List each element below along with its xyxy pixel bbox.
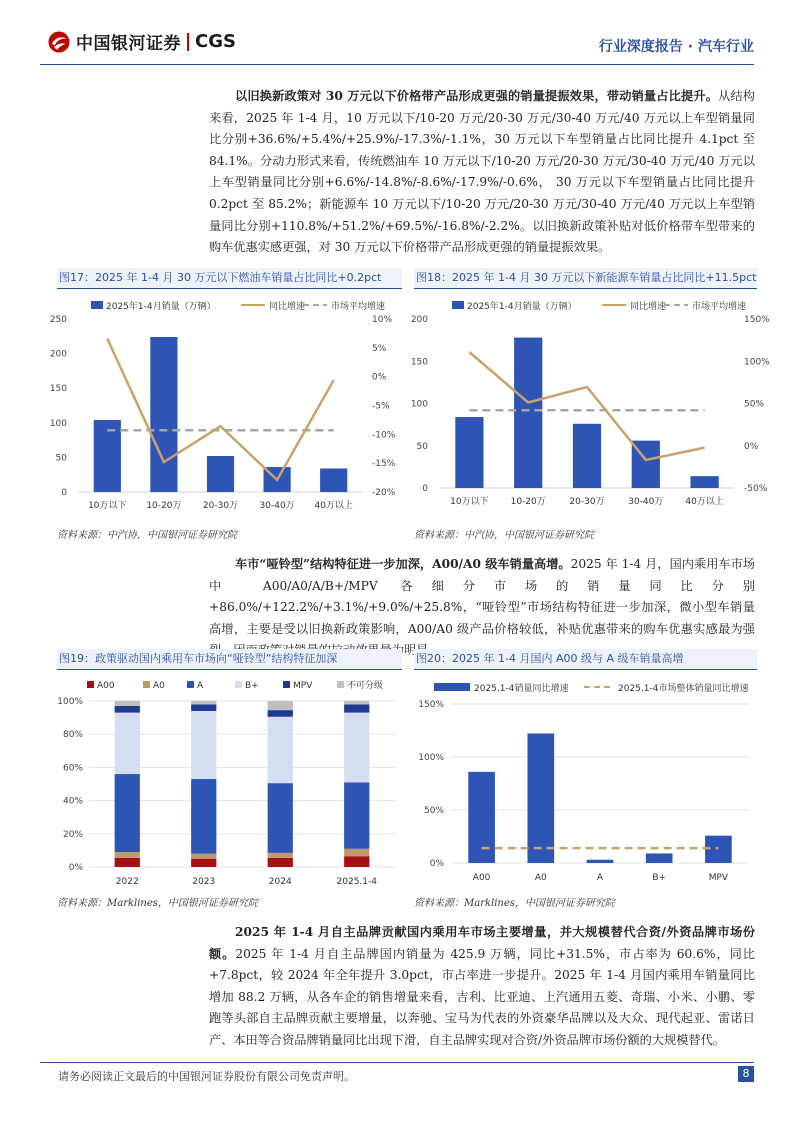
fig20-legend-avg: 2025.1-4市场整体销量同比增速 [618, 684, 749, 694]
fig19-source: 资料来源：Marklines，中国银河证券研究院 [57, 898, 258, 909]
fig19-segment-B+ [191, 711, 216, 779]
fig20-title: 图20：2025 年 1-4 月国内 A00 级与 A 级车销量高增 [414, 649, 757, 670]
fig17-legend-swatch-bars [91, 301, 103, 309]
fig19-segment-B+ [268, 717, 293, 783]
report-type: 行业深度报告 · 汽车行业 [598, 39, 754, 55]
fig20-x-tick: A [596, 873, 604, 883]
fig19-segment-A0 [268, 853, 293, 858]
fig18-source: 资料来源：中汽协，中国银河证券研究院 [414, 530, 594, 541]
fig17-legend-line: 同比增速 [269, 302, 306, 312]
fig18-bar [514, 338, 542, 488]
fig19-x-tick: 2024 [268, 877, 292, 887]
fig20-x-tick: A00 [472, 873, 491, 883]
fig20-bar [587, 860, 614, 863]
fig19-segment-不可分级 [268, 701, 293, 710]
fig19-segment-A0 [115, 852, 140, 858]
paragraph-1-body: 从结构来看，2025 年 1-4 月，10 万元以下/10-20 万元/20-30 万元/30-40 万元/40 万元以上车型销量同比分别+36.6%/+5.4%/+25.9%/-17.3%/-1.1%，30 万元以下车型销量占比同比提升 4.1pct 至 84.1%。分动力形式来看，传统燃油车 10 万元以下/10-20 万元/20-30 万元/30-40 万元/40 万元以上车型销量同比分别+6.6%/-14.8%/-8.6%/-17.9%/-0.6%， 30 万元以下车型销量占比同比提升 0.2pct 至 85.2%；新能源车 10 万元以下/10-20 万元/20-30 万元/30-40 万元/40 万元以上车型销量同比分别+110.8%/+51.2%/+69.5%/-16.8%/-2.2%。以旧换新政策补贴对低价格带车型带来的购车优惠实感更强，对 30 万元以下价格带产品形成更强的销量提振效果。 [209, 89, 755, 255]
page-number: 8 [738, 1066, 754, 1082]
fig17-x-tick: 40万以上 [314, 501, 353, 511]
fig20-y-tick: 100% [418, 753, 444, 763]
fig18-bar [573, 424, 601, 488]
fig19-legend-swatch [283, 681, 290, 688]
fig18-right-tick: 100% [744, 357, 770, 368]
fig17-left-tick: 250 [49, 315, 67, 325]
fig19-segment-A [191, 779, 216, 854]
fig19-segment-MPV [191, 704, 216, 711]
fig20-x-tick: B+ [652, 873, 667, 883]
fig18-x-tick: 40万以上 [685, 497, 724, 507]
fig20-source: 资料来源：Marklines，中国银河证券研究院 [414, 898, 615, 909]
paragraph-3-body: 2025 年 1-4 月自主品牌国内销量为 425.9 万辆，同比+31.5%，市占率为 60.6%，同比+7.8pct，较 2024 年全年提升 3.0pct，市占率进一步提升。2025 年 1-4 月国内乘用车销量同比增加 88.2 万辆，从各车企的销售增量来看，吉利、比亚迪、上汽通用五菱、奇瑞、小米、小鹏、零跑等头部自主品牌贡献主要增量，以奔驰、宝马为代表的外资豪华品牌以及大众、现代起亚、雷诺日产、本田等合资品牌销量同比出现下滑，自主品牌实现对合资/外资品牌市场份额的大规模替代。 [209, 946, 755, 1047]
fig19-y-tick: 80% [62, 730, 83, 741]
fig18-right-tick: 50% [744, 399, 765, 410]
paragraph-3 [209, 922, 755, 1052]
fig18-left-tick: 50 [416, 441, 428, 452]
fig17-legend-bars: 2025年1-4月销量（万辆） [106, 302, 216, 312]
fig19-y-tick: 40% [62, 796, 83, 807]
fig19-segment-A0 [191, 854, 216, 859]
fig19-segment-A00 [268, 858, 293, 867]
fig17-x-tick: 20-30万 [202, 501, 239, 511]
paragraph-1-lead: 以旧换新政策对 30 万元以下价格带产品形成更强的销量提振效果，带动销量占比提升。 [235, 89, 719, 103]
fig19-x-tick: 2022 [115, 877, 139, 887]
fig18-legend-bars: 2025年1-4月销量（万辆） [467, 302, 577, 312]
fig19-legend-MPV: MPV [293, 681, 313, 691]
fig19-legend-A00: A00 [97, 681, 115, 691]
fig17-right-tick: 0% [372, 372, 387, 383]
footer-disclaimer: 请务必阅读正文最后的中国银河证券股份有限公司免责声明。 [58, 1070, 355, 1083]
fig19-segment-A00 [191, 859, 216, 867]
fig18-title: 图18：2025 年 1-4 月 30 万元以下新能源车销量占比同比+11.5pct [414, 268, 757, 289]
fig17-source: 资料来源：中汽协，中国银河证券研究院 [57, 530, 237, 541]
fig17-x-tick: 10-20万 [146, 501, 182, 511]
fig18-legend-line: 同比增速 [630, 302, 667, 312]
fig17-title: 图17：2025 年 1-4 月 30 万元以下燃油车销量占比同比+0.2pct [57, 268, 402, 289]
fig19-segment-MPV [344, 704, 369, 712]
fig18-right-tick: -50% [744, 484, 768, 494]
fig17-left-tick: 0 [61, 488, 67, 498]
fig20-y-tick: 50% [423, 806, 444, 816]
fig17-left-tick: 100 [49, 418, 67, 429]
fig19-legend-swatch [235, 681, 242, 688]
fig20-legend-swatch-bars [434, 683, 470, 691]
fig18-left-tick: 100 [410, 399, 428, 410]
fig19-legend-swatch [143, 681, 150, 688]
fig17-bar [150, 337, 177, 492]
fig17-right-tick: -10% [372, 430, 396, 441]
fig17-right-tick: 10% [372, 315, 393, 325]
fig19-segment-B+ [115, 713, 140, 774]
footer-divider [40, 1062, 754, 1063]
fig18-right-tick: 150% [744, 315, 770, 325]
fig19-legend-A: A [197, 681, 204, 691]
fig19-segment-不可分级 [344, 701, 369, 704]
fig19-segment-B+ [344, 713, 369, 783]
paragraph-2-lead: 车市“哑铃型”结构特征进一步加深，A00/A0 级车销量高增。 [235, 557, 571, 571]
fig20-bar [646, 853, 673, 863]
fig19-segment-不可分级 [115, 701, 140, 706]
fig18-x-tick: 10万以下 [450, 497, 489, 507]
fig19-segment-A00 [344, 856, 369, 867]
fig20-y-tick: 0% [429, 859, 444, 869]
fig17-right-tick: -5% [372, 401, 390, 412]
logo-divider [187, 33, 189, 51]
fig19-segment-A0 [344, 849, 369, 856]
fig20-y-tick: 150% [418, 700, 444, 710]
fig18-legend-swatch-bars [452, 301, 464, 309]
fig19-x-tick: 2025.1-4 [336, 877, 377, 887]
fig19-legend-B+: B+ [245, 681, 259, 691]
fig19-segment-MPV [268, 710, 293, 717]
paragraph-2 [209, 554, 755, 662]
paragraph-3-lead: 2025 年 1-4 月自主品牌贡献国内乘用车市场主要增量，并大规模替代合资/外资品牌市场份额。 [209, 925, 755, 961]
fig18-x-tick: 30-40万 [628, 497, 664, 507]
fig19-legend-不可分级: 不可分级 [347, 681, 384, 691]
fig17-x-tick: 10万以下 [88, 501, 127, 511]
fig19-y-tick: 0% [68, 863, 83, 873]
fig17-left-tick: 150 [49, 384, 67, 395]
fig19-y-tick: 20% [62, 829, 83, 840]
fig18-left-tick: 150 [410, 357, 428, 368]
galaxy-logo-icon [48, 31, 70, 53]
fig18-left-tick: 0 [422, 484, 428, 494]
fig19-legend-A0: A0 [153, 681, 165, 691]
fig20-bar [468, 772, 495, 863]
fig19-legend-swatch [87, 681, 94, 688]
fig19-segment-A00 [115, 858, 140, 867]
fig17-bar [207, 456, 234, 492]
fig18-bar [455, 417, 483, 488]
fig19-title: 图19：政策驱动国内乘用车市场向“哑铃型”结构特征加深 [57, 649, 402, 670]
paragraph-2-body: 2025 年 1-4 月，国内乘用车市场中 A00/A0/A/B+/MPV 各细分市场的销量同比分别+86.0%/+122.2%/+3.1%/+9.0%/+25.8%，“哑铃型”市场结构特征进一步加深，微小型车销量高增，主要是受以旧换新政策影响，A00/A0 级产品价格较低，补贴优惠带来的购车优惠实感最为强 果最为明显。 [209, 557, 755, 658]
fig20-bar [527, 733, 554, 863]
fig17-left-tick: 50 [55, 453, 67, 464]
fig18-chart [410, 292, 770, 520]
fig20-x-tick: MPV [708, 873, 729, 883]
fig18-bar [690, 476, 718, 488]
logo-cgs: CGS [195, 31, 236, 52]
fig18-legend-avg: 市场平均增速 [692, 302, 747, 312]
fig19-legend-swatch [187, 681, 194, 688]
page-header [40, 26, 754, 66]
logo-text: 中国银河证券 [76, 34, 181, 54]
fig18-left-tick: 200 [410, 315, 428, 325]
fig19-segment-A [268, 783, 293, 853]
fig19-y-tick: 60% [62, 763, 83, 774]
fig19-chart [57, 673, 400, 891]
fig19-segment-MPV [115, 706, 140, 713]
fig19-segment-A [344, 782, 369, 848]
fig17-bar [320, 468, 347, 492]
fig19-legend-swatch [337, 681, 344, 688]
fig17-right-tick: 5% [372, 343, 387, 354]
fig19-segment-不可分级 [191, 701, 216, 704]
company-logo [48, 29, 236, 54]
fig17-right-tick: -15% [372, 459, 396, 470]
fig19-x-tick: 2023 [192, 877, 216, 887]
fig17-x-tick: 30-40万 [259, 501, 295, 511]
header-divider [40, 64, 754, 65]
fig18-x-tick: 10-20万 [510, 497, 546, 507]
fig17-chart [49, 292, 400, 520]
fig18-right-tick: 0% [744, 441, 759, 452]
fig17-right-tick: -20% [372, 488, 396, 498]
fig20-x-tick: A0 [534, 873, 547, 883]
paragraph-1 [209, 86, 755, 259]
fig19-y-tick: 100% [57, 697, 83, 707]
fig18-x-tick: 20-30万 [569, 497, 605, 507]
fig17-legend-avg: 市场平均增速 [331, 302, 386, 312]
fig20-chart [414, 673, 755, 891]
fig19-segment-A [115, 774, 140, 852]
fig20-legend-bars: 2025.1-4销量同比增速 [474, 684, 569, 694]
fig17-left-tick: 200 [49, 349, 67, 360]
